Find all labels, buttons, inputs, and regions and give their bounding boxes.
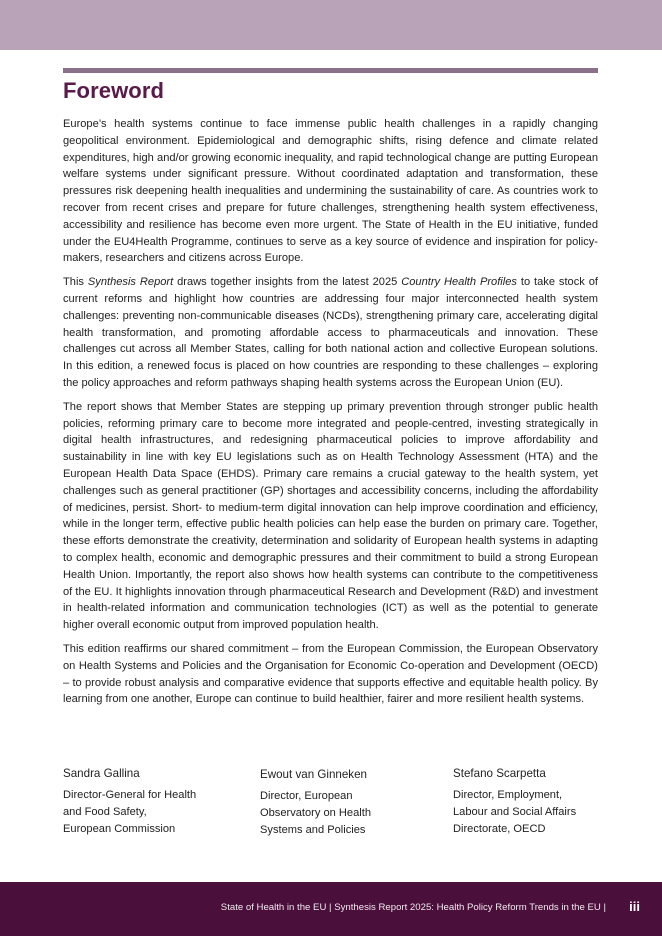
signatory-name: Sandra Gallina xyxy=(63,767,140,780)
paragraph-2-part-a: This xyxy=(63,276,88,289)
signatory-title-line: Labour and Social Affairs xyxy=(453,806,577,818)
signatory-1 xyxy=(63,766,196,838)
signatory-title xyxy=(63,787,196,838)
header-band xyxy=(0,0,662,50)
paragraph-2-part-e: to take stock of current reforms and highlight how countries are addressing four major interconnected health system challenges: preventing non-communicable diseases (NCDs), strengthening primary care, accelerating digital health transformation, and promoting affordable access to pharmaceuticals and innovation. These challenges cut across all Member States, calling for both national action and collective European solutions. In this edition, a renewed focus is placed on how countries are responding to these challenges – exploring the policy approaches and reform pathways shaping health systems across the European Union (EU). xyxy=(63,276,598,389)
signatory-title-line: Director-General for Health xyxy=(63,789,197,801)
signatures xyxy=(63,766,598,846)
signatory-title-line: Systems and Policies xyxy=(260,824,366,836)
signatory-title xyxy=(260,788,371,839)
paragraph-2 xyxy=(63,274,598,392)
country-health-profiles-italic: Country Health Profiles xyxy=(401,276,517,289)
signatory-title-line: Observatory on Health xyxy=(260,807,371,819)
signatory-title-line: Director, European xyxy=(260,790,353,802)
page-footer xyxy=(0,882,662,936)
page-number: iii xyxy=(629,899,640,914)
foreword-body xyxy=(63,116,598,715)
signatory-name: Ewout van Ginneken xyxy=(260,768,367,781)
signatory-title-line: Directorate, OECD xyxy=(453,823,546,835)
signatory-title xyxy=(453,787,576,838)
footer-running-title: State of Health in the EU | Synthesis Report 2025: Health Policy Reform Trends in the EU | xyxy=(220,902,606,913)
synthesis-report-italic: Synthesis Report xyxy=(87,276,174,289)
signatory-name: Stefano Scarpetta xyxy=(453,767,546,780)
signatory-title-line: and Food Safety, xyxy=(63,806,147,818)
page-title: Foreword xyxy=(63,78,165,103)
paragraph-1: Europe’s health systems continue to face immense public health challenges in a rapidly changing geopolitical environment. Epidemiological and demographic shifts, rising defence and climate related expenditures, high and/or growing economic inequality, and rapid technological change are putting European welfare systems under significant pressure. Without coordinated adaptation and transformation, these pressures risk deepening health inequalities and undermining the sustainability of care. As countries work to recover from recent crises and prepare for future challenges, strengthening health system effectiveness, accessibility and resilience has become even more urgent. The State of Health in the EU initiative, funded under the EU4Health Programme, continues to serve as a key source of evidence and inspiration for policy-makers, researchers and citizens across Europe. xyxy=(63,118,598,265)
signatory-title-line: European Commission xyxy=(63,823,176,835)
paragraph-3: The report shows that Member States are stepping up primary prevention through stronger public health policies, reforming primary care to become more integrated and people-centred, investing strategically in digital health infrastructures, and redesigning pharmaceutical policies to improve affordability and sustainability in line with key EU legislations such as on Health Technology Assessment (HTA) and the European Health Data Space (EHDS). Primary care remains a crucial gateway to the health system, yet challenges such as general practitioner (GP) shortages and accessibility concerns, including the affordability of medicines, persist. Short- to medium-term digital innovation can help improve coordination and efficiency, while in the longer term, effective public health policies can help ease the burden on primary care. Together, these efforts demonstrate the creativity, determination and solidarity of European health systems in adapting to complex health, economic and demographic pressures and their commitment to build a strong European Health Union. Importantly, the report also shows how health systems can contribute to the competitiveness of the EU. It highlights innovation through pharmaceutical Research and Development (R&D) and investment in health-related information and communication technologies (ICT) as well as the potential to generate higher overall economic output from improved population health. xyxy=(63,400,598,632)
paragraph-4: This edition reaffirms our shared commitment – from the European Commission, the European Observatory on Health Systems and Policies and the Organisation for Economic Co-operation and Development (OECD) – to provide robust analysis and comparative evidence that supports effective and equitable health policy. By learning from one another, Europe can continue to build healthier, fairer and more resilient health systems. xyxy=(63,642,598,706)
signatory-title-line: Director, Employment, xyxy=(453,789,563,801)
signatory-2 xyxy=(260,767,371,839)
paragraph-2-part-c: draws together insights from the latest 2025 xyxy=(173,276,402,289)
title-rule xyxy=(63,68,598,73)
signatory-3 xyxy=(453,766,576,838)
